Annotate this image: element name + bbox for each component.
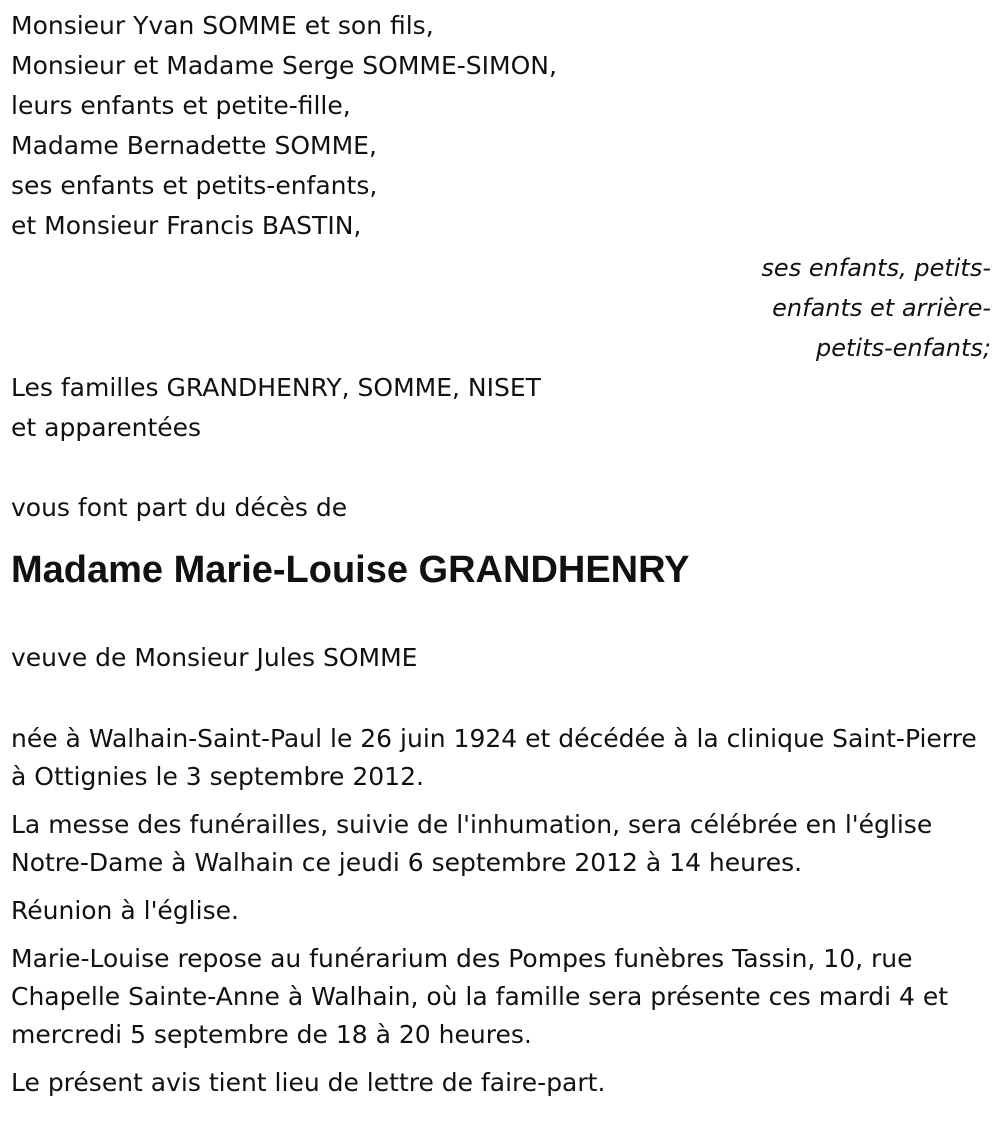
family-summary-line: petits-enfants; xyxy=(816,334,991,362)
family-line: Madame Bernadette SOMME, xyxy=(11,131,377,160)
funeral-mass-paragraph: La messe des funérailles, suivie de l'inhumation, sera célébrée en l'église Notre-Dame à Walhain ce jeudi 6 septembre 2012 à 14 heures. xyxy=(11,810,933,877)
family-line: et Monsieur Francis BASTIN, xyxy=(11,211,362,240)
widow-of-text: veuve de Monsieur Jules SOMME xyxy=(11,643,418,672)
family-summary-line: enfants et arrière- xyxy=(772,294,991,322)
funeral-home-paragraph: Marie-Louise repose au funérarium des Pompes funèbres Tassin, 10, rue Chapelle Sainte-Anne à Walhain, où la famille sera présente ces mardi 4 et mercredi 5 septembre de 18 à 20 heures. xyxy=(11,944,948,1049)
birth-death-paragraph: née à Walhain-Saint-Paul le 26 juin 1924 et décédée à la clinique Saint-Pierre à Ottignies le 3 septembre 2012. xyxy=(11,724,977,791)
details xyxy=(11,720,991,1102)
family-summary-line: ses enfants, petits- xyxy=(761,254,991,282)
family-line: Monsieur Yvan SOMME et son fils, xyxy=(11,11,434,40)
other-families-line: Les familles GRANDHENRY, SOMME, NISET xyxy=(11,373,541,402)
deceased-name: Madame Marie-Louise GRANDHENRY xyxy=(11,549,690,591)
family-list xyxy=(11,6,991,246)
closing-paragraph: Le présent avis tient lieu de lettre de faire-part. xyxy=(11,1068,606,1097)
meeting-paragraph: Réunion à l'église. xyxy=(11,896,239,925)
family-line: leurs enfants et petite-fille, xyxy=(11,91,351,120)
family-line: Monsieur et Madame Serge SOMME-SIMON, xyxy=(11,51,557,80)
other-families xyxy=(11,368,991,448)
obituary-notice xyxy=(11,6,991,1112)
announcement-text: vous font part du décès de xyxy=(11,493,348,522)
family-line: ses enfants et petits-enfants, xyxy=(11,171,378,200)
family-summary xyxy=(11,248,991,368)
other-families-line: et apparentées xyxy=(11,413,202,442)
